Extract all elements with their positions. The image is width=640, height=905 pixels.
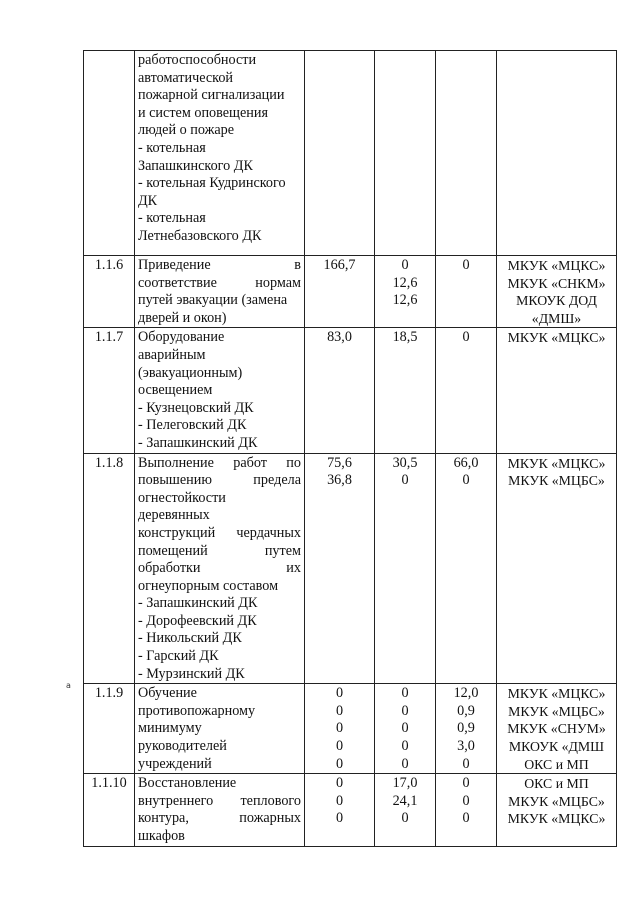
- cell-line: - котельная: [138, 210, 206, 227]
- table-row: [84, 684, 617, 774]
- funding-col-2: [375, 51, 436, 256]
- funding-col-1: [305, 453, 375, 684]
- cell-line: 0: [401, 738, 409, 755]
- item-number: 1.1.9: [84, 684, 135, 774]
- cell-line: - Гарский ДК: [138, 648, 219, 665]
- cell-line: 24,1: [392, 792, 418, 809]
- cell-line: Восстановление: [138, 775, 237, 792]
- cell-line: путей эвакуации (замена: [138, 292, 288, 309]
- cell-line: обработки их: [138, 560, 301, 577]
- funding-col-3: [436, 51, 497, 256]
- funding-col-3: [436, 328, 497, 453]
- cell-line: 0: [401, 472, 409, 489]
- cell-line: МКУК «МЦБС»: [508, 473, 605, 489]
- cell-line: автоматической: [138, 69, 234, 86]
- funding-col-2: [375, 684, 436, 774]
- measure-description: [135, 51, 305, 256]
- cell-line: 0: [335, 702, 344, 719]
- cell-line: шкафов: [138, 828, 185, 844]
- cell-line: конструкций чердачных: [138, 524, 301, 541]
- cell-line: 0: [462, 792, 470, 809]
- cell-line: - котельная Кудринского: [138, 175, 286, 192]
- cell-line: Летнебазовского ДК: [138, 227, 262, 244]
- funding-col-1: [305, 774, 375, 846]
- cell-line: 0: [462, 257, 470, 273]
- funding-col-1: [305, 256, 375, 328]
- item-number: 1.1.7: [84, 328, 135, 453]
- cell-line: МКУК «СНКМ»: [507, 275, 606, 291]
- cell-line: 12,0: [453, 685, 479, 702]
- cell-line: МКОУК «ДМШ: [508, 739, 605, 755]
- cell-line: «ДМШ»: [531, 310, 582, 326]
- cell-line: ОКС и МП: [524, 776, 589, 792]
- cell-line: - Дорофеевский ДК: [138, 612, 257, 629]
- cell-line: 0: [462, 775, 470, 792]
- measure-description: [135, 328, 305, 453]
- cell-line: Обучение: [138, 685, 197, 702]
- measure-description: [135, 774, 305, 846]
- cell-line: 0: [335, 738, 344, 755]
- cell-line: 17,0: [392, 775, 418, 792]
- item-number: 1.1.10: [84, 774, 135, 846]
- cell-line: 0: [401, 685, 409, 702]
- cell-line: 0: [401, 702, 409, 719]
- cell-line: МКУК «МЦКС»: [507, 686, 606, 702]
- cell-line: 12,6: [392, 292, 418, 309]
- cell-line: 0: [335, 755, 344, 772]
- cell-line: 0: [462, 810, 470, 827]
- cell-line: 0: [401, 720, 409, 737]
- cell-line: 0: [462, 755, 470, 772]
- cell-line: 18,5: [392, 329, 418, 346]
- cell-line: 0,9: [457, 720, 475, 737]
- cell-line: МКУК «СНУМ»: [507, 721, 606, 737]
- funding-col-3: [436, 453, 497, 684]
- executor: [497, 256, 617, 328]
- cell-line: Выполнение работ по: [138, 454, 301, 471]
- cell-line: огнестойкости: [138, 489, 226, 506]
- cell-line: МКОУК ДОД: [516, 293, 597, 309]
- cell-line: МКУК «МЦКС»: [507, 258, 606, 273]
- cell-line: МКУК «МЦКС»: [507, 330, 606, 346]
- table-row: [84, 328, 617, 453]
- measures-table: [83, 50, 617, 847]
- cell-line: 0: [462, 329, 470, 346]
- cell-line: минимуму: [138, 720, 202, 737]
- cell-line: МКУК «МЦКС»: [507, 455, 606, 471]
- cell-line: освещением: [138, 382, 213, 399]
- cell-line: - Никольский ДК: [138, 630, 242, 647]
- cell-line: 12,6: [392, 274, 418, 291]
- measure-description: [135, 453, 305, 684]
- item-number: [84, 51, 135, 256]
- measure-description: [135, 684, 305, 774]
- funding-col-3: [436, 256, 497, 328]
- item-number: 1.1.8: [84, 453, 135, 684]
- cell-line: Оборудование: [138, 329, 225, 346]
- funding-col-1: [305, 328, 375, 453]
- executor: [497, 453, 617, 684]
- cell-line: Запашкинского ДК: [138, 157, 253, 174]
- cell-line: 0: [335, 720, 344, 737]
- table-row: [84, 774, 617, 846]
- cell-line: 0,9: [457, 702, 475, 719]
- cell-line: деревянных: [138, 507, 210, 524]
- cell-line: дверей и окон): [138, 309, 227, 326]
- measure-description: [135, 256, 305, 328]
- table-body: [84, 51, 617, 847]
- cell-line: пожарной сигнализации: [138, 87, 285, 104]
- funding-col-3: [436, 774, 497, 846]
- cell-line: - Запашкинский ДК: [138, 434, 258, 451]
- cell-line: МКУК «МЦБС»: [508, 793, 605, 809]
- cell-line: ДК: [138, 192, 158, 209]
- funding-col-1: [305, 684, 375, 774]
- cell-line: 0: [335, 775, 344, 792]
- cell-line: контура, пожарных: [138, 810, 301, 827]
- cell-line: МКУК «МЦБС»: [508, 703, 605, 719]
- cell-line: людей о пожаре: [138, 122, 235, 139]
- cell-line: повышению предела: [138, 472, 301, 489]
- cell-line: (эвакуационным): [138, 364, 243, 381]
- cell-line: МКУК «МЦКС»: [507, 811, 606, 827]
- cell-line: противопожарному: [138, 702, 256, 719]
- cell-line: 0: [401, 257, 409, 273]
- executor: [497, 328, 617, 453]
- cell-line: - Запашкинский ДК: [138, 595, 258, 612]
- cell-line: ОКС и МП: [524, 756, 589, 772]
- cell-line: 3,0: [457, 738, 475, 755]
- cell-line: 0: [335, 792, 344, 809]
- table-row: [84, 256, 617, 328]
- cell-line: учреждений: [138, 755, 212, 772]
- funding-col-3: [436, 684, 497, 774]
- cell-line: Приведение в: [138, 257, 301, 273]
- cell-line: соответствие нормам: [138, 274, 301, 291]
- executor: [497, 684, 617, 774]
- cell-line: 30,5: [392, 454, 418, 471]
- cell-line: и систем оповещения: [138, 104, 268, 121]
- table-row: [84, 51, 617, 256]
- cell-line: руководителей: [138, 738, 227, 755]
- cell-line: 0: [462, 472, 470, 489]
- executor: [497, 774, 617, 846]
- funding-col-2: [375, 256, 436, 328]
- cell-line: 75,6: [327, 454, 352, 471]
- funding-col-1: [305, 51, 375, 256]
- cell-line: 66,0: [453, 454, 479, 471]
- side-mark: а: [66, 681, 71, 690]
- cell-line: 0: [335, 685, 344, 702]
- executor: [497, 51, 617, 256]
- cell-line: 166,7: [323, 257, 356, 273]
- cell-line: внутреннего теплового: [138, 792, 301, 809]
- cell-line: работоспособности: [138, 52, 257, 68]
- cell-line: - Пелеговский ДК: [138, 417, 247, 434]
- table-row: [84, 453, 617, 684]
- cell-line: - котельная: [138, 139, 206, 156]
- cell-line: 36,8: [327, 472, 352, 489]
- cell-line: огнеупорным составом: [138, 577, 279, 594]
- funding-col-2: [375, 328, 436, 453]
- cell-line: 83,0: [327, 329, 352, 346]
- cell-line: аварийным: [138, 346, 206, 363]
- cell-line: 0: [401, 810, 409, 827]
- cell-line: - Мурзинский ДК: [138, 665, 245, 682]
- funding-col-2: [375, 774, 436, 846]
- cell-line: - Кузнецовский ДК: [138, 399, 254, 416]
- cell-line: 0: [335, 810, 344, 827]
- item-number: 1.1.6: [84, 256, 135, 328]
- funding-col-2: [375, 453, 436, 684]
- cell-line: 0: [401, 755, 409, 772]
- cell-line: помещений путем: [138, 542, 301, 559]
